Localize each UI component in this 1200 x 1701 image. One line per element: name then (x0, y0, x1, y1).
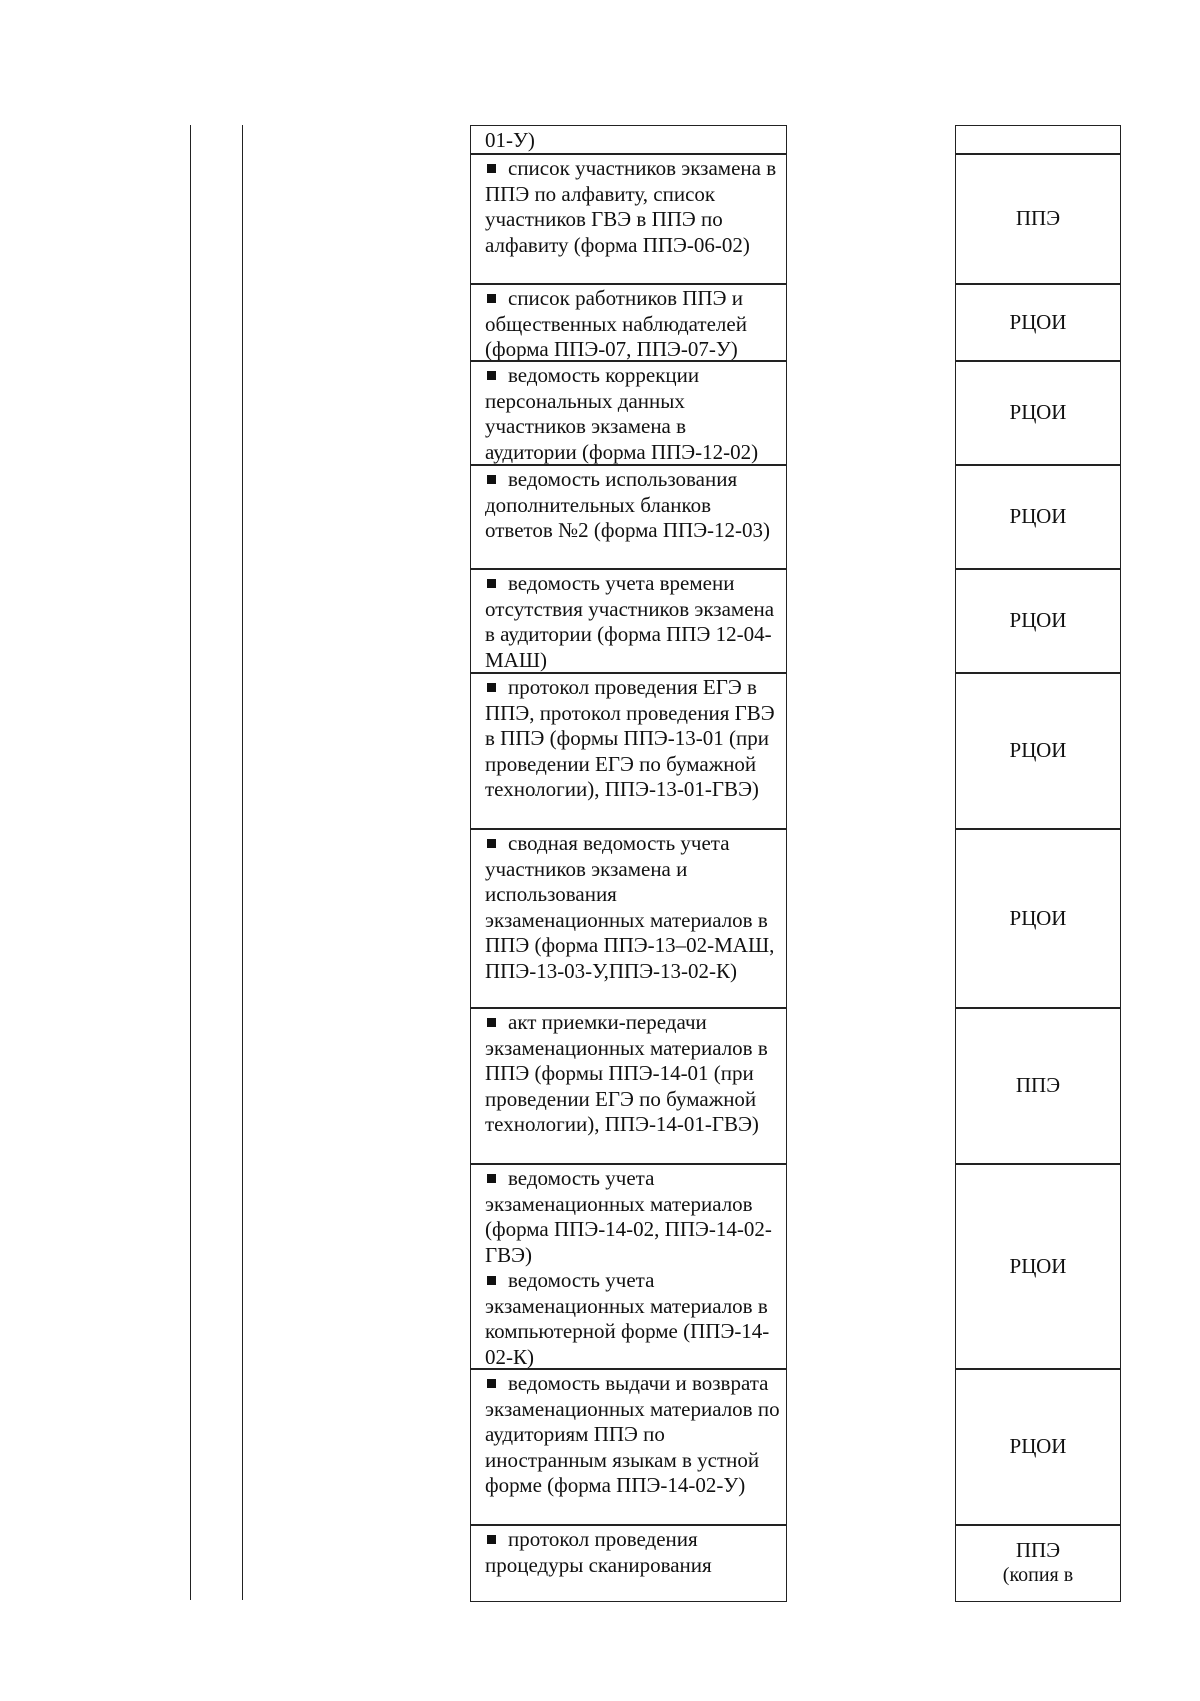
storage-location: ППЭ (1015, 206, 1061, 231)
square-bullet-icon (487, 164, 496, 173)
document-item (485, 1527, 780, 1578)
document-cell (470, 153, 787, 285)
document-item (485, 571, 780, 673)
square-bullet-icon (487, 1174, 496, 1183)
storage-location-cell (955, 1524, 1121, 1602)
document-cell (470, 672, 787, 830)
document-item (485, 1371, 780, 1499)
square-bullet-icon (487, 475, 496, 484)
square-bullet-icon (487, 1276, 496, 1285)
document-cell (470, 1524, 787, 1602)
document-item-text: ведомость выдачи и возврата экзаменационных материалов по аудиториям ППЭ по иностранным языкам в устной форме (форма ППЭ-14-02-У) (485, 1371, 780, 1497)
storage-location: РЦОИ (1009, 400, 1067, 425)
storage-location: РЦОИ (1009, 608, 1067, 633)
outer-column-rule-1 (190, 125, 191, 1600)
document-item-text: список работников ППЭ и общественных наблюдателей (форма ППЭ-07, ППЭ-07-У) (485, 286, 747, 361)
storage-location: РЦОИ (1009, 1434, 1067, 1459)
square-bullet-icon (487, 839, 496, 848)
square-bullet-icon (487, 1535, 496, 1544)
storage-location: РЦОИ (1009, 1253, 1067, 1278)
storage-location-cell (955, 672, 1121, 830)
storage-location-note: (копия в (1002, 1563, 1074, 1586)
document-cell (470, 360, 787, 466)
storage-location-cell (955, 283, 1121, 362)
document-item-text: ведомость учета экзаменационных материалов в компьютерной форме (ППЭ-14-02-К) (485, 1268, 770, 1369)
document-item (485, 286, 780, 363)
square-bullet-icon (487, 683, 496, 692)
square-bullet-icon (487, 579, 496, 588)
document-cell (470, 125, 787, 155)
document-item (485, 1268, 780, 1370)
document-item (485, 831, 780, 984)
document-cell (470, 1163, 787, 1370)
square-bullet-icon (487, 1379, 496, 1388)
document-item-text: 01-У) (485, 128, 535, 152)
square-bullet-icon (487, 371, 496, 380)
document-item-text: протокол проведения ЕГЭ в ППЭ, протокол проведения ГВЭ в ППЭ (формы ППЭ-13-01 (при проведении ЕГЭ по бумажной технологии), ППЭ-13-01-ГВЭ) (485, 675, 775, 801)
storage-location-cell (955, 1163, 1121, 1370)
storage-location: ППЭ (1015, 1073, 1061, 1098)
storage-location-cell (955, 1368, 1121, 1526)
document-item (485, 675, 780, 803)
document-item (485, 156, 780, 258)
document-item-text: ведомость учета экзаменационных материалов (форма ППЭ-14-02, ППЭ-14-02-ГВЭ) (485, 1166, 772, 1267)
document-cell (470, 464, 787, 570)
document-item (485, 128, 780, 154)
storage-location-cell (955, 360, 1121, 466)
document-item-text: список участников экзамена в ППЭ по алфавиту, список участников ГВЭ в ППЭ по алфавиту (форма ППЭ-06-02) (485, 156, 777, 257)
document-cell (470, 283, 787, 362)
square-bullet-icon (487, 294, 496, 303)
outer-column-rule-2 (242, 125, 243, 1600)
document-item-text: ведомость учета времени отсутствия участников экзамена в аудитории (форма ППЭ 12-04-МАШ) (485, 571, 775, 672)
document-item-text: ведомость использования дополнительных бланков ответов №2 (форма ППЭ-12-03) (485, 467, 771, 542)
storage-location-cell (955, 464, 1121, 570)
storage-location: ППЭ (1015, 1537, 1061, 1562)
storage-location: РЦОИ (1009, 504, 1067, 529)
storage-location-cell (955, 153, 1121, 285)
document-item-text: протокол проведения процедуры сканирования (485, 1527, 712, 1577)
square-bullet-icon (487, 1018, 496, 1027)
storage-location: РЦОИ (1009, 905, 1067, 930)
document-item-text: ведомость коррекции персональных данных участников экзамена в аудитории (форма ППЭ-12-02) (485, 363, 759, 464)
document-item (485, 363, 780, 465)
document-item (485, 1166, 780, 1268)
document-item (485, 1010, 780, 1138)
storage-location-cell (955, 1007, 1121, 1165)
document-item-text: сводная ведомость учета участников экзамена и использования экзаменационных материалов в ППЭ (форма ППЭ-13–02-МАШ, ППЭ-13-03-У,ППЭ-13-02-К) (485, 831, 775, 983)
storage-location: РЦОИ (1009, 309, 1067, 334)
storage-location: РЦОИ (1009, 738, 1067, 763)
document-item-text: акт приемки-передачи экзаменационных материалов в ППЭ (формы ППЭ-14-01 (при проведении ЕГЭ по бумажной технологии), ППЭ-14-01-ГВЭ) (485, 1010, 768, 1136)
storage-location-cell (955, 125, 1121, 155)
document-cell (470, 1007, 787, 1165)
document-cell (470, 828, 787, 1009)
document-item (485, 467, 780, 544)
storage-location-cell (955, 828, 1121, 1009)
storage-location-cell (955, 568, 1121, 674)
document-cell (470, 1368, 787, 1526)
document-cell (470, 568, 787, 674)
